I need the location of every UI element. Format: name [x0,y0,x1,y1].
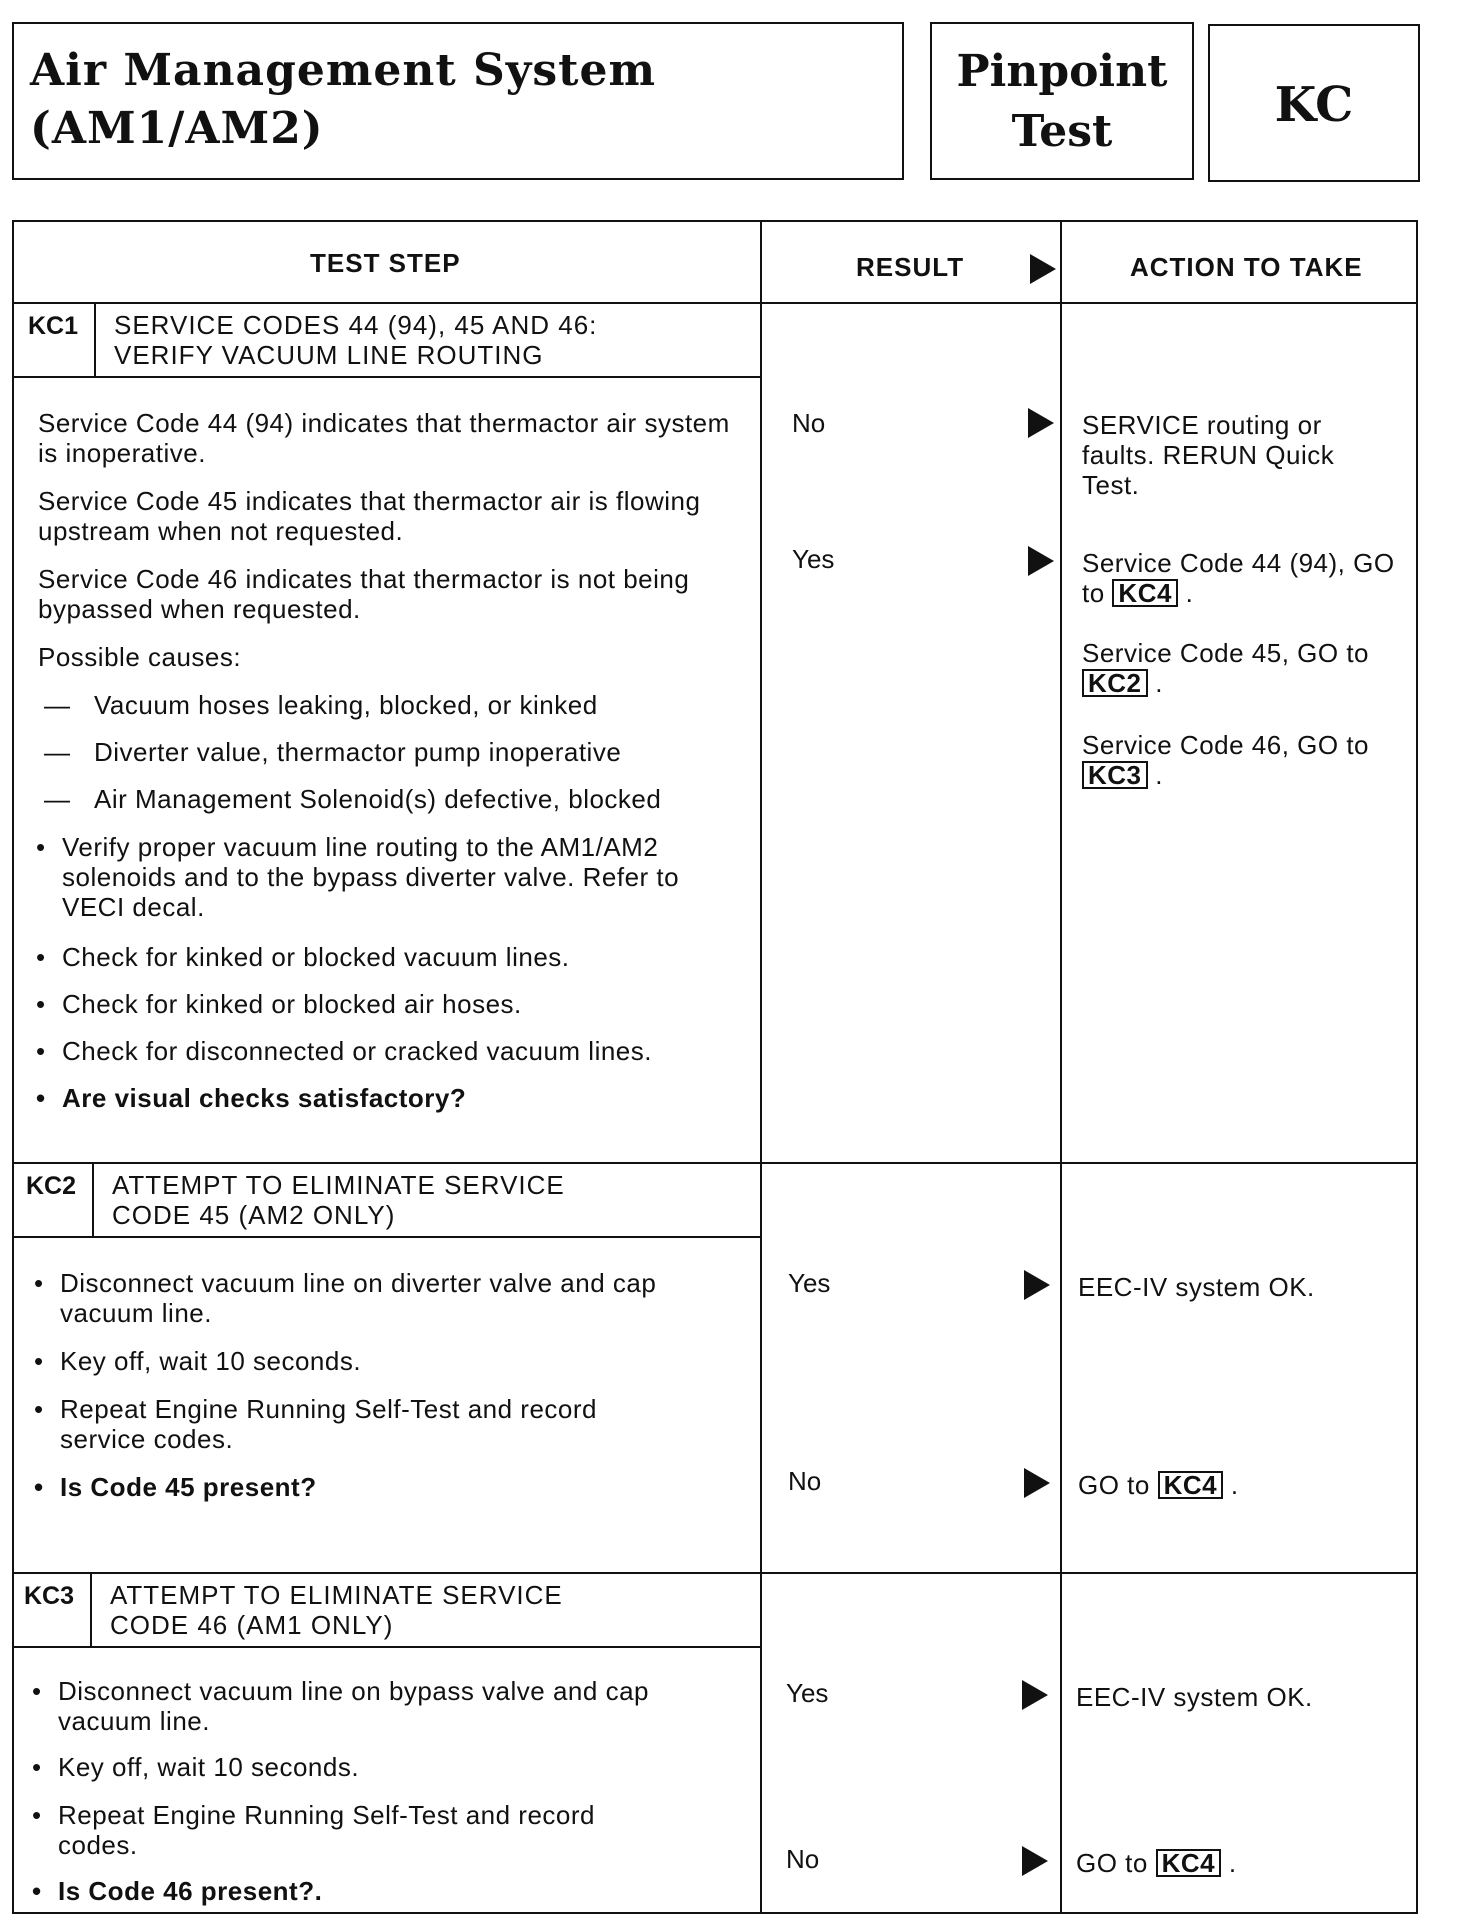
kc1-result-no: No [792,408,826,438]
kc1-step-id: KC1 [28,312,79,340]
kc2-section-divider [14,1162,1418,1164]
kc1-para-code46: Service Code 46 indicates that thermactor is not being bypassed when requested. [38,564,690,624]
col-divider-action [1060,222,1062,1914]
kc3-title-line-2: CODE 46 (AM1 ONLY) [110,1610,394,1640]
kc1-no-arrow-icon [1028,408,1054,438]
kc1-result-yes: Yes [792,544,835,574]
kc2-question-text: Is Code 45 present? [60,1472,317,1502]
kc1-bullet-text: Verify proper vacuum line routing to the AM1/AM2 solenoids and to the bypass diverter valve. Refer to VECI decal. [62,832,680,922]
kc1-cause-item: — Vacuum hoses leaking, blocked, or kinked [38,690,738,720]
kc2-action-yes: EEC-IV system OK. [1078,1272,1315,1302]
kc1-action-yes-44: Service Code 44 (94), GO to KC4 . [1082,548,1395,608]
pinpoint-table [12,220,1418,1914]
kc1-cause-item: — Diverter value, thermactor pump inoperative [38,737,738,767]
title-line-1: Air Management System [30,45,656,96]
kc3-bullet-item: • Key off, wait 10 seconds. [32,1752,732,1782]
kc2-ref-kc4-link[interactable]: KC4 [1158,1471,1224,1499]
page-title [30,42,656,158]
title-box [12,22,904,180]
kc1-action-yes-44-text: Service Code 44 (94), GO to [1082,548,1395,608]
header-arrow-icon [1030,254,1056,284]
kc2-step-title [112,1170,565,1230]
kc3-ref-kc4-link[interactable]: KC4 [1156,1849,1222,1877]
kc3-section-divider [14,1572,1418,1574]
kc1-cause-text: Diverter value, thermactor pump inoperative [94,737,622,767]
kc1-bullet-item: • Check for disconnected or cracked vacuum lines. [36,1036,736,1066]
kc1-ref-kc2-link[interactable]: KC2 [1082,669,1148,697]
kc1-action-yes-46: Service Code 46, GO to KC3 . [1082,730,1370,790]
kc3-title-divider [14,1646,760,1648]
kc3-bullet-item: • Disconnect vacuum line on bypass valve and cap vacuum line. [32,1676,732,1736]
kc1-action-yes-45-text: Service Code 45, GO to [1082,638,1370,668]
kc1-action-yes-45: Service Code 45, GO to KC2 . [1082,638,1370,698]
kc3-action-no: GO to KC4 . [1076,1848,1237,1878]
kc1-para-code45: Service Code 45 indicates that thermactor air is flowing upstream when not requested. [38,486,701,546]
kc3-bullet-text: Repeat Engine Running Self-Test and record codes. [58,1800,595,1860]
kc3-bullet-text: Disconnect vacuum line on bypass valve and cap vacuum line. [58,1676,649,1736]
kc1-para-code44: Service Code 44 (94) indicates that thermactor air system is inoperative. [38,408,730,468]
kc1-title-divider [14,376,760,378]
kc1-question-text: Are visual checks satisfactory? [62,1083,467,1113]
kc1-id-divider [94,302,96,378]
kc3-action-yes: EEC-IV system OK. [1076,1682,1313,1712]
kc2-result-yes: Yes [788,1268,831,1298]
kc3-result-no: No [786,1844,820,1874]
kc1-cause-item: — Air Management Solenoid(s) defective, blocked [38,784,738,814]
kc3-title-line-1: ATTEMPT TO ELIMINATE SERVICE [110,1580,563,1610]
kc3-step-id: KC3 [24,1582,75,1610]
kc3-no-arrow-icon [1022,1846,1048,1876]
kc1-question: • Are visual checks satisfactory? [36,1083,736,1113]
kc2-result-no: No [788,1466,822,1496]
kc2-no-arrow-icon [1024,1468,1050,1498]
kc2-bullet-text: Repeat Engine Running Self-Test and record service codes. [60,1394,597,1454]
kc2-bullet-text: Disconnect vacuum line on diverter valve and cap vacuum line. [60,1268,657,1328]
kc3-bullet-text: Key off, wait 10 seconds. [58,1752,360,1782]
header-test-step: TEST STEP [310,248,461,278]
kc2-id-divider [92,1162,94,1238]
kc2-step-id: KC2 [26,1172,77,1200]
kc1-bullet-item: • Verify proper vacuum line routing to the AM1/AM2 solenoids and to the bypass diverter valve. Refer to VECI decal. [36,832,736,922]
header-divider [14,302,1418,304]
kc2-action-no-text: GO to [1078,1470,1150,1500]
kc3-step-title [110,1580,563,1640]
kc1-title-line-2: VERIFY VACUUM LINE ROUTING [114,340,544,370]
kc2-bullet-item: • Key off, wait 10 seconds. [34,1346,734,1376]
kc3-question: • Is Code 46 present?. [32,1876,732,1906]
kc1-bullet-text: Check for kinked or blocked vacuum lines. [62,942,570,972]
kc1-ref-kc4-link[interactable]: KC4 [1112,579,1178,607]
kc1-possible-causes: Possible causes: [38,642,242,672]
kc3-action-no-text: GO to [1076,1848,1148,1878]
kc1-bullet-item: • Check for kinked or blocked vacuum lines. [36,942,736,972]
kc2-action-no: GO to KC4 . [1078,1470,1239,1500]
kc1-cause-text: Vacuum hoses leaking, blocked, or kinked [94,690,598,720]
kc2-title-line-1: ATTEMPT TO ELIMINATE SERVICE [112,1170,565,1200]
kc3-id-divider [90,1572,92,1648]
kc2-bullet-item: • Disconnect vacuum line on diverter valve and cap vacuum line. [34,1268,734,1328]
test-code-box [1208,24,1420,182]
kc1-yes-arrow-icon [1028,546,1054,576]
pinpoint-box [930,22,1194,180]
kc1-action-yes-46-text: Service Code 46, GO to [1082,730,1370,760]
kc1-step-title [114,310,597,370]
kc1-ref-kc3-link[interactable]: KC3 [1082,761,1148,789]
kc3-yes-arrow-icon [1022,1680,1048,1710]
kc2-bullet-text: Key off, wait 10 seconds. [60,1346,362,1376]
kc2-bullet-item: • Repeat Engine Running Self-Test and record service codes. [34,1394,674,1454]
kc2-title-line-2: CODE 45 (AM2 ONLY) [112,1200,396,1230]
kc1-bullet-text: Check for kinked or blocked air hoses. [62,989,522,1019]
title-line-2: (AM1/AM2) [30,103,324,154]
kc3-question-text: Is Code 46 present?. [58,1876,323,1906]
header-result: RESULT [856,252,965,282]
pinpoint-line-2: Test [1011,106,1113,157]
kc3-bullet-item: • Repeat Engine Running Self-Test and record codes. [32,1800,652,1860]
kc2-question: • Is Code 45 present? [34,1472,734,1502]
pinpoint-label [932,42,1192,162]
kc3-result-yes: Yes [786,1678,829,1708]
kc1-action-no: SERVICE routing or faults. RERUN Quick Test. [1082,410,1335,500]
kc2-yes-arrow-icon [1024,1270,1050,1300]
kc2-title-divider [14,1236,760,1238]
kc1-bullet-text: Check for disconnected or cracked vacuum lines. [62,1036,652,1066]
kc1-cause-text: Air Management Solenoid(s) defective, blocked [94,784,662,814]
col-divider-result [760,222,762,1914]
test-code: KC [1274,77,1354,133]
kc1-title-line-1: SERVICE CODES 44 (94), 45 AND 46: [114,310,598,340]
pinpoint-line-1: Pinpoint [956,46,1168,97]
header-action: ACTION TO TAKE [1130,252,1363,282]
kc1-bullet-item: • Check for kinked or blocked air hoses. [36,989,736,1019]
